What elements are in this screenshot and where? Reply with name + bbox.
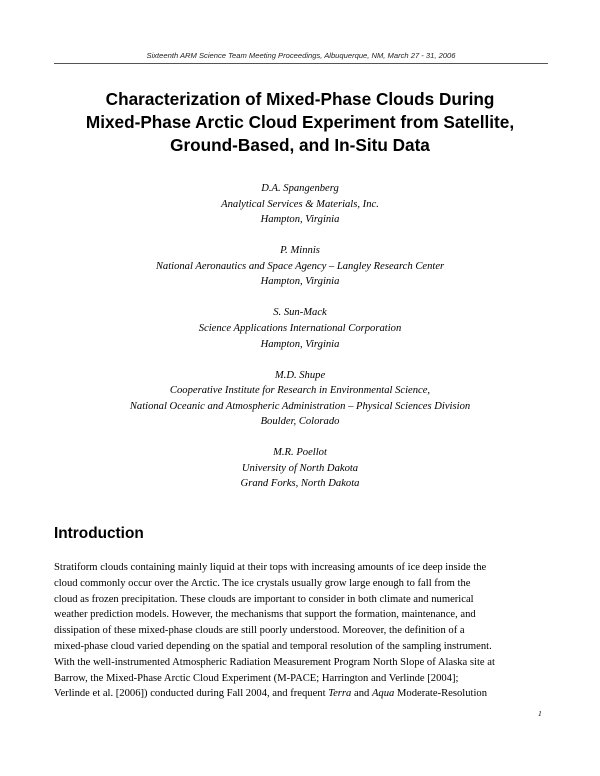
paragraph-line: cloud as frozen precipitation. These clouds are important to consider in both climate and numerical [54,593,474,605]
page-number: 1 [538,709,542,718]
author-affiliation: Analytical Services & Materials, Inc. [221,198,379,210]
paragraph-line: With the well-instrumented Atmospheric Radiation Measurement Program North Slope of Alaska site at [54,656,495,668]
title-line: Ground-Based, and In-Situ Data [170,135,430,155]
author-name: S. Sun-Mack [273,307,327,319]
paragraph-line: mixed-phase cloud varied depending on the spatial and temporal resolution of the sampling instrument. [54,640,492,652]
author-block [40,305,560,352]
author-name: M.D. Shupe [274,369,326,381]
italic-term-terra: Terra [328,688,352,700]
author-affiliation: Cooperative Institute for Research in Environmental Science, [169,385,431,397]
header-rule [54,63,548,64]
line-text: and [351,688,372,700]
paragraph-line: weather prediction models. However, the mechanisms that support the formation, maintenance, and [54,609,476,621]
line-text: Verlinde et al. [2006]) conducted during Fall 2004, and frequent [54,688,329,700]
running-header: Sixteenth ARM Science Team Meeting Proceedings, Albuquerque, NM, March 27 - 31, 2006 [146,51,456,60]
paragraph-line: dissipation of these mixed-phase clouds are still poorly understood. Moreover, the definition of a [54,625,465,637]
paragraph-line: cloud commonly occur over the Arctic. The ice crystals usually grow large enough to fall from the [54,577,471,589]
line-text: Moderate-Resolution [394,688,488,700]
paper-title [40,88,560,157]
author-location: Hampton, Virginia [260,214,340,226]
author-affiliation: Science Applications International Corporation [198,322,402,334]
author-block [40,243,560,290]
author-location: Boulder, Colorado [260,416,340,428]
author-affiliation: National Oceanic and Atmospheric Administration – Physical Sciences Division [129,400,471,412]
title-line: Mixed-Phase Arctic Cloud Experiment from Satellite, [85,112,515,132]
author-name: P. Minnis [280,245,320,257]
author-block [40,445,560,492]
author-block [40,181,560,228]
title-line: Characterization of Mixed-Phase Clouds During [105,89,495,109]
paragraph-line: Barrow, the Mixed-Phase Arctic Cloud Experiment (M-PACE; Harrington and Verlinde [2004]; [54,672,459,684]
introduction-paragraph [54,560,550,702]
paragraph-line [54,686,550,702]
author-affiliation: University of North Dakota [241,462,359,474]
author-location: Grand Forks, North Dakota [240,478,360,490]
section-heading: Introduction [54,525,144,542]
author-name: D.A. Spangenberg [261,183,339,194]
author-block [40,368,560,430]
author-name: M.R. Poellot [273,447,327,459]
author-list [40,181,560,507]
italic-term-aqua: Aqua [371,688,395,700]
author-affiliation: National Aeronautics and Space Agency – Langley Research Center [155,260,445,272]
author-location: Hampton, Virginia [260,276,340,288]
author-location: Hampton, Virginia [260,338,340,350]
paragraph-line: Stratiform clouds containing mainly liquid at their tops with increasing amounts of ice deep inside the [54,562,487,573]
